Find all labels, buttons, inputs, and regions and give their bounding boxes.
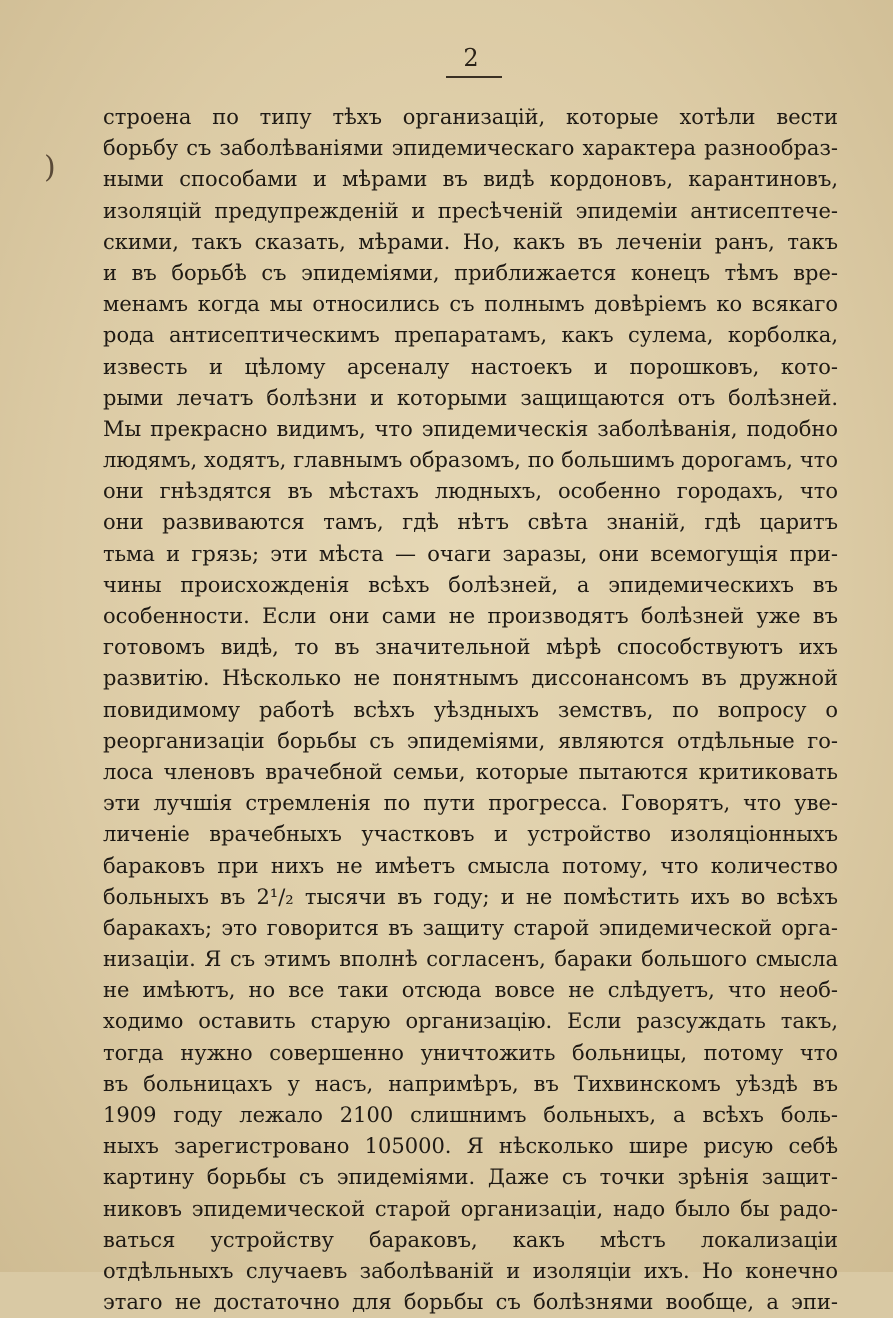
text-line: лоса членовъ врачебной семьи, которые пытаются критиковать — [103, 759, 838, 784]
text-line: картину борьбы съ эпидеміями. Даже съ точки зрѣнія защит- — [103, 1165, 838, 1190]
text-line: и въ борьбѣ съ эпидеміями, приближается конецъ тѣмъ вре- — [103, 260, 838, 285]
text-line: Мы прекрасно видимъ, что эпидемическія заболѣванія, подобно — [103, 416, 838, 441]
body-text — [103, 102, 838, 1318]
text-line: изоляцій предупрежденій и пресѣченій эпидеміи антисептече- — [103, 198, 838, 223]
text-line: ными способами и мѣрами въ видѣ кордоновъ, карантиновъ, — [103, 167, 838, 192]
text-line: никовъ эпидемической старой организаціи, надо было бы радо- — [103, 1196, 838, 1221]
text-line: личеніе врачебныхъ участковъ и устройство изоляціонныхъ — [103, 822, 838, 847]
text-line: скими, такъ сказать, мѣрами. Но, какъ въ леченіи ранъ, такъ — [103, 229, 838, 254]
text-line: рода антисептическимъ препаратамъ, какъ сулема, корболка, — [103, 323, 838, 348]
text-line: чины происхожденія всѣхъ болѣзней, а эпидемическихъ въ — [103, 572, 838, 597]
text-line: 1909 году лежало 2100 слишнимъ больныхъ, а всѣхъ боль- — [103, 1103, 838, 1127]
text-line: менамъ когда мы относились съ полнымъ довѣріемъ ко всякаго — [103, 292, 838, 317]
text-line: баракахъ; это говорится въ защиту старой эпидемической орга- — [103, 915, 838, 940]
text-line: больныхъ въ 2¹/₂ тысячи въ году; и не помѣстить ихъ во всѣхъ — [103, 884, 838, 909]
text-line: повидимому работѣ всѣхъ уѣздныхъ земствъ, по вопросу о — [103, 697, 838, 722]
text-line: бараковъ при нихъ не имѣетъ смысла потому, что количество — [103, 853, 838, 878]
text-line: не имѣютъ, но все таки отсюда вовсе не слѣдуетъ, что необ- — [103, 978, 838, 1003]
text-line: ваться устройству бараковъ, какъ мѣстъ локализаціи — [103, 1227, 838, 1252]
text-line: отдѣльныхъ случаевъ заболѣваній и изоляціи ихъ. Но конечно — [103, 1258, 838, 1283]
text-line: реорганизаціи борьбы съ эпидеміями, являются отдѣльные го- — [103, 728, 838, 753]
text-line: строена по типу тѣхъ организацій, которые хотѣли вести — [103, 105, 838, 129]
margin-mark: ) — [44, 150, 56, 185]
text-line: эти лучшія стремленія по пути прогресса. Говорятъ, что уве- — [103, 791, 838, 816]
text-line: этаго не достаточно для борьбы съ болѣзнями вообще, а эпи- — [103, 1290, 838, 1315]
text-line: развитію. Нѣсколько не понятнымъ диссонансомъ въ дружной — [103, 666, 838, 691]
text-line: ходимо оставить старую организацію. Если разсуждать такъ, — [103, 1009, 838, 1034]
text-line: тогда нужно совершенно уничтожить больницы, потому что — [103, 1040, 838, 1065]
text-line: борьбу съ заболѣваніями эпидемическаго характера разнообраз- — [103, 136, 838, 161]
text-line: тьма и грязь; эти мѣста — очаги заразы, они всемогущія при- — [103, 541, 838, 566]
page-number-rule — [446, 76, 502, 78]
text-line: они гнѣздятся въ мѣстахъ людныхъ, особенно городахъ, что — [103, 479, 838, 504]
text-line: известь и цѣлому арсеналу настоекъ и порошковъ, кото- — [103, 354, 838, 379]
text-line: они развиваются тамъ, гдѣ нѣтъ свѣта знаній, гдѣ царитъ — [103, 510, 838, 535]
text-line: рыми лечатъ болѣзни и которыми защищаются отъ болѣзней. — [103, 385, 838, 410]
page-number: 2 — [463, 44, 479, 72]
text-line: людямъ, ходятъ, главнымъ образомъ, по большимъ дорогамъ, что — [103, 448, 838, 473]
text-line: въ больницахъ у насъ, напримѣръ, въ Тихвинскомъ уѣздѣ въ — [103, 1071, 838, 1096]
text-line: особенности. Если они сами не производятъ болѣзней уже въ — [103, 604, 838, 628]
text-line: готовомъ видѣ, то въ значительной мѣрѣ способствуютъ ихъ — [103, 635, 838, 660]
text-line: ныхъ зарегистровано 105000. Я нѣсколько шире рисую себѣ — [103, 1134, 838, 1159]
text-line: низаціи. Я съ этимъ вполнѣ согласенъ, бараки большого смысла — [103, 947, 838, 972]
